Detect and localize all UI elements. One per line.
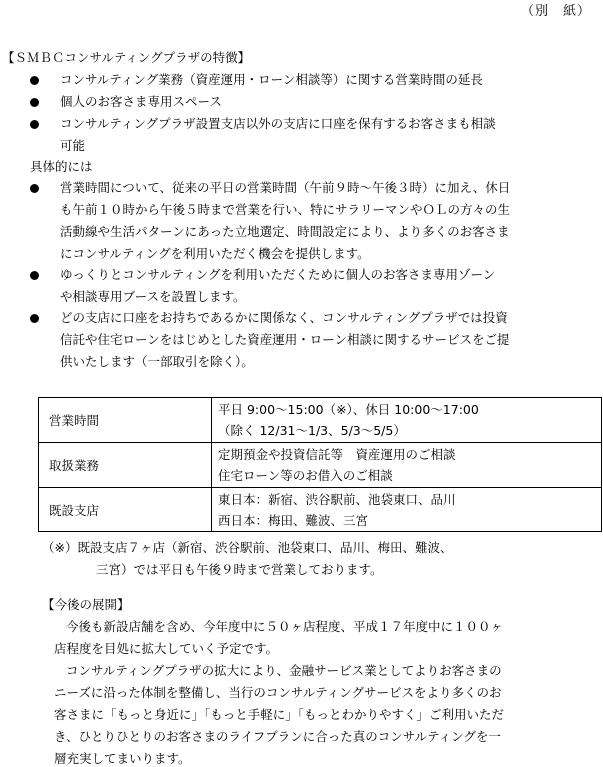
features-title: 【ＳＭＢＣコンサルティングプラザの特徴】 (2, 50, 251, 65)
specifics-line-9: 供いたします（一部取引を除く）。 (60, 354, 254, 369)
annex-label: （別 紙） (520, 4, 591, 19)
footnote-line-1: （※）既設支店７ヶ店（新宿、渋谷駅前、池袋東口、品川、梅田、難波、 (42, 540, 453, 555)
info-table (38, 397, 602, 532)
footnote-line-2: 三宮）では平日も午後９時まで営業しております。 (96, 562, 383, 577)
table-row (39, 488, 602, 532)
specifics-line-3: 活動線や生活パターンにあった立地選定、時間設定により、より多くのお客さま (60, 224, 510, 239)
outlook-line-3: コンサルティングプラザの拡大により、金融サービス業としてよりお客さまの (66, 663, 502, 678)
bullet-icon (30, 120, 39, 129)
specifics-line-7: どの支店に口座をお持ちであるかに関係なく、コンサルティングプラザでは投資 (60, 310, 508, 325)
outlook-line-5: 客さまに「もっと身近に」「もっと手軽に」「もっとわかりやすく」ご利用いただ (54, 707, 505, 722)
specifics-line-6: や相談専用ブースを設置します。 (60, 289, 246, 304)
outlook-line-4: ニーズに沿った体制を整備し、当行のコンサルティングサービスをより多くのお (54, 685, 502, 700)
specifics-line-2: も午前１０時から午後５時まで営業を行い、特にサラリーマンやＯＬの方々の生 (60, 202, 511, 217)
table-value-line: 東日本：新宿、渋谷駅前、池袋東口、品川 (218, 491, 456, 507)
outlook-line-7: 層充実してまいります。 (54, 751, 191, 766)
table-value-hours (212, 398, 602, 443)
table-value-line: 西日本：梅田、難波、三宮 (218, 512, 369, 528)
bullet-icon (30, 271, 39, 280)
outlook-line-2: 店程度を目処に拡大していく予定です。 (54, 641, 279, 656)
table-label-services: 取扱業務 (39, 443, 212, 488)
table-value-line: 住宅ローン等のお借入のご相談 (218, 468, 393, 483)
specifics-heading: 具体的には (30, 159, 93, 174)
specifics-line-1: 営業時間について、従来の平日の営業時間（午前９時～午後３時）に加え、休日 (60, 180, 511, 195)
outlook-title: 【今後の展開】 (42, 597, 130, 612)
outlook-line-1: 今後も新設店舗を含め、今年度中に５０ヶ店程度、平成１７年度中に１００ヶ (66, 619, 504, 634)
bullet-icon (30, 76, 39, 85)
outlook-line-6: き、ひとりひとりのお客さまのライフプランに合った真のコンサルティングを一 (54, 729, 501, 744)
table-row (39, 398, 602, 443)
table-value-line: （除く 12/31～1/3、5/3～5/5） (218, 423, 406, 438)
table-value-line: 平日 9:00～15:00（※）、休日 10:00～17:00 (218, 402, 479, 417)
feature-bullet-2: 個人のお客さま専用スペース (60, 94, 222, 109)
feature-bullet-3: コンサルティングプラザ設置支店以外の支店に口座を保有するお客さまも相談 (60, 116, 496, 131)
table-value-services (212, 443, 602, 488)
specifics-line-8: 信託や住宅ローンをはじめとした資産運用・ローン相談に関するサービスをご提 (60, 332, 510, 347)
bullet-icon (30, 314, 39, 323)
feature-bullet-1: コンサルティング業務（資産運用・ローン相談等）に関する営業時間の延長 (60, 72, 483, 87)
table-row (39, 443, 602, 488)
bullet-icon (30, 98, 39, 107)
feature-bullet-3-cont: 可能 (60, 138, 86, 153)
bullet-icon (30, 184, 39, 193)
table-value-branches (212, 488, 602, 532)
table-value-line: 定期預金や投資信託等 資産運用のご相談 (218, 447, 456, 462)
specifics-line-4: にコンサルティングを利用いただく機会を提供します。 (60, 246, 370, 261)
specifics-line-5: ゆっくりとコンサルティングを利用いただくために個人のお客さま専用ゾーン (60, 267, 496, 282)
table-label-branches: 既設支店 (39, 488, 212, 532)
table-label-hours: 営業時間 (39, 398, 212, 443)
